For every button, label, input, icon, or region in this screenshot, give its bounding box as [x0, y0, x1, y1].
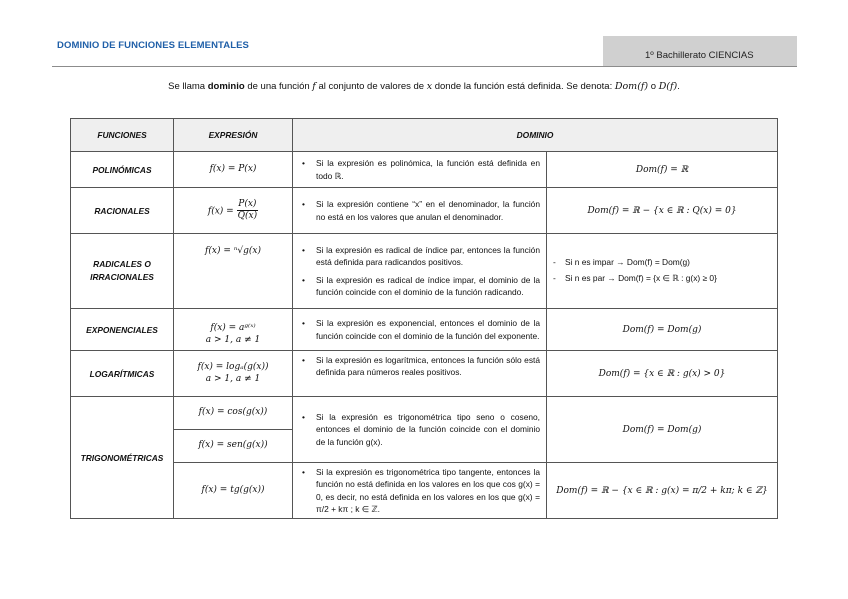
- intro-text-3: al conjunto de valores de: [315, 81, 427, 92]
- fraction: [237, 199, 258, 223]
- course-badge: [603, 36, 797, 66]
- domain-tangente: Dom(f) = ℝ − {x ∈ ℝ : g(x) = π/2 + kπ; k ∈ ℤ}: [547, 463, 778, 519]
- intro-paragraph: [0, 81, 848, 92]
- intro-notation-1: Dom(f): [614, 81, 649, 92]
- intro-text-4: donde la función está definida. Se denota:: [432, 81, 615, 92]
- category-trigonometricas: TRIGONOMÉTRICAS: [71, 397, 174, 519]
- bullet-item: • Si la expresión es polinómica, la función está definida en todo ℝ.: [297, 157, 540, 181]
- intro-text-2: de una función: [244, 81, 313, 92]
- domain-seno-coseno: Dom(f) = Dom(g): [547, 397, 778, 463]
- header-funciones: FUNCIONES: [71, 119, 174, 152]
- category-radicales: [71, 234, 174, 309]
- description-polinomicas: [293, 152, 547, 188]
- domain-racionales: Dom(f) = ℝ − {x ∈ ℝ : Q(x) = 0}: [547, 188, 778, 234]
- bullet-item: • Si la expresión es logarítmica, entonces la función sólo está definida para números reales positivos.: [297, 354, 540, 378]
- header-divider: [52, 66, 797, 67]
- expression-condition: a > 1, a ≠ 1: [205, 373, 261, 384]
- description-tangente: [293, 463, 547, 519]
- fraction-numerator: P(x): [237, 199, 258, 211]
- fraction-denominator: Q(x): [237, 211, 258, 221]
- domain-radicales: [547, 234, 778, 309]
- table-header-row: [71, 119, 778, 152]
- table-row: [71, 463, 778, 519]
- bullet-item: • Si la expresión es radical de índice par, entonces la función está definida para radicandos positivos.: [297, 244, 540, 268]
- description-exponenciales: [293, 309, 547, 351]
- intro-notation-2: D(f): [658, 81, 678, 92]
- course-label: 1º Bachillerato CIENCIAS: [645, 50, 754, 61]
- table-row: [71, 234, 778, 309]
- expression-cos: f(x) = cos(g(x)): [174, 397, 293, 430]
- table-row: [71, 152, 778, 188]
- intro-math-f: f: [312, 81, 316, 92]
- table-row: [71, 397, 778, 430]
- intro-math-x: x: [426, 81, 433, 92]
- bullet-item: • Si la expresión es radical de índice impar, el dominio de la función coincide con el dominio de la función radicando.: [297, 274, 540, 298]
- expression-lhs: f(x) =: [207, 206, 234, 216]
- intro-text-6: .: [677, 81, 680, 92]
- table-row: [71, 188, 778, 234]
- domain-exponenciales: Dom(f) = Dom(g): [547, 309, 778, 351]
- category-exponenciales: EXPONENCIALES: [71, 309, 174, 351]
- bullet-item: • Si la expresión es trigonométrica tipo tangente, entonces la función no está definida en los valores en los que cos g(x) = 0, es decir, no está definida en los valores en los que g(x) = π/2 + kπ ; k ∈ ℤ.: [297, 466, 540, 515]
- expression-polinomicas: f(x) = P(x): [174, 152, 293, 188]
- category-logaritmicas: LOGARÍTMICAS: [71, 351, 174, 397]
- header-dominio: DOMINIO: [293, 119, 778, 152]
- bullet-item: • Si la expresión es exponencial, entonces el dominio de la función coincide con el dominio de la función del exponente.: [297, 317, 540, 341]
- expression-tg: f(x) = tg(g(x)): [174, 463, 293, 519]
- category-polinomicas: POLINÓMICAS: [71, 152, 174, 188]
- expression-exponenciales: [174, 309, 293, 351]
- domain-case-odd: - Si n es impar → Dom(f) = Dom(g): [553, 255, 777, 271]
- expression-sen: f(x) = sen(g(x)): [174, 430, 293, 463]
- expression-condition: a > 1, a ≠ 1: [205, 334, 261, 345]
- domain-logaritmicas: Dom(f) = {x ∈ ℝ : g(x) > 0}: [547, 351, 778, 397]
- intro-text-5: o: [648, 81, 659, 92]
- expression-logaritmicas: [174, 351, 293, 397]
- description-radicales: [293, 234, 547, 309]
- table-row: [71, 351, 778, 397]
- description-logaritmicas: [293, 351, 547, 397]
- category-line-2: IRRACIONALES: [90, 272, 154, 282]
- expression-line-1: f(x) = aᵍ⁽ˣ⁾: [210, 323, 256, 334]
- document-title: DOMINIO DE FUNCIONES ELEMENTALES: [57, 40, 249, 51]
- expression-racionales: [174, 188, 293, 234]
- category-line-1: RADICALES O: [93, 258, 151, 269]
- header-expresion: EXPRESIÓN: [174, 119, 293, 152]
- table-row: [71, 309, 778, 351]
- intro-text-1: Se llama: [168, 81, 208, 92]
- bullet-item: • Si la expresión es trigonométrica tipo seno o coseno, entonces el dominio de la función coincide con el dominio de la función g(x).: [297, 411, 540, 448]
- expression-line-1: f(x) = logₐ(g(x)): [197, 362, 269, 373]
- domain-table: [70, 118, 778, 519]
- description-racionales: [293, 188, 547, 234]
- intro-keyword: dominio: [207, 81, 245, 92]
- domain-case-even: - Si n es par → Dom(f) = {x ∈ ℝ : g(x) ≥ 0}: [553, 271, 777, 287]
- bullet-item: • Si la expresión contiene “x” en el denominador, la función no está en los valores que anulan el denominador.: [297, 198, 540, 222]
- domain-polinomicas: Dom(f) = ℝ: [547, 152, 778, 188]
- category-racionales: RACIONALES: [71, 188, 174, 234]
- description-seno-coseno: [293, 397, 547, 463]
- expression-radicales: f(x) = ⁿ√g(x): [174, 234, 293, 309]
